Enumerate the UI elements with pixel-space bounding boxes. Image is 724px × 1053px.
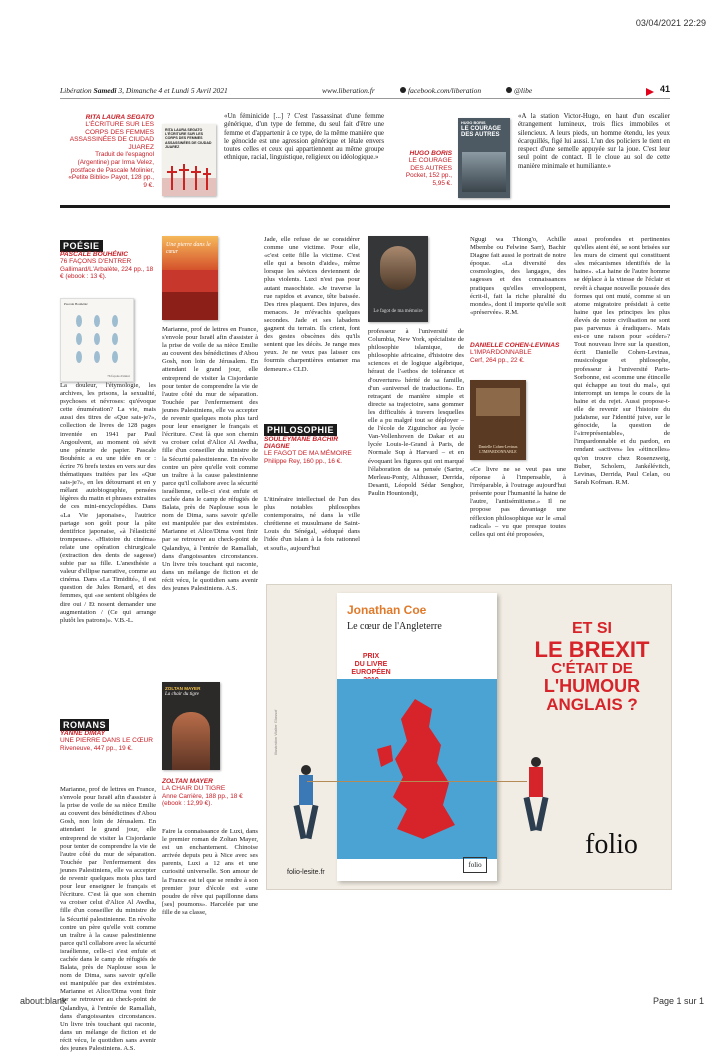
segato-title: L'ÉCRITURE SUR LES CORPS DES FEMMES ASSASSINÉES DE CIUDAD JUAREZ: [69, 121, 154, 151]
bouhenic-cover: Pascale Bouhénic 76 façons d'entrer: [60, 298, 134, 382]
page-number: 41: [659, 84, 670, 94]
segato-cover: RITA LAURA SEGATO L'ÉCRITURE SUR LES CORPS DES FEMMES ASSASSINÉES DE CIUDAD JUAREZ: [162, 124, 216, 196]
mayer-publisher: Anne Carrière, 188 pp., 18 € (ebook : 12,99 €).: [162, 792, 243, 807]
cohen-review-a: «Ce livre ne se veut pas une réponse à l'impensable, à l'irréparable, à l'outrage aujourd'hui présente pour l'humanité la haine de l'autre, l'antisémitisme.» Il ne propose pas davantage une réflexion philosophique sur le «mal radical» – vu que presque toutes celles qui ont été proposées,: [470, 466, 566, 538]
cohen-publisher: Cerf, 264 pp., 22 €.: [470, 356, 525, 364]
dimay-author: YANNE DIMAY: [60, 730, 106, 737]
mayer-credits: [162, 778, 258, 807]
folio-logo: folio: [585, 829, 638, 860]
print-date: 03/04/2021 22:29: [635, 18, 706, 28]
arrow-icon: [646, 88, 654, 96]
diagne-title: LE FAGOT DE MA MÉMOIRE: [264, 450, 352, 457]
segato-publisher: Traduit de l'espagnol (Argentine) par Irma Velez, postface de Pascale Molinier, «Petite Biblio» Payot, 128 pp., 9 €.: [68, 151, 154, 189]
section-romans: ROMANS: [60, 719, 109, 731]
cohen-credits: [470, 342, 566, 364]
bouhenic-credits: [60, 251, 156, 281]
uk-map-illustration: [337, 679, 497, 859]
dimay-cover: Une pierre dans le cœur: [162, 236, 218, 320]
section-poesie: POÉSIE: [60, 240, 103, 252]
mayer-review-a: Faire la connaissance de Luxi, dans le premier roman de Zoltan Mayer, est un enchantement. Chinoise arrivée depuis peu à Nice avec ses parents, Luxi a 12 ans et une curiosité universelle. Son amour de la France est tel que se rendre à son premier jour d'école est «une poudre de rêve qui papillonne dans [ses] poumons». Harcelée par une fille de sa classe,: [162, 828, 258, 916]
metro-photo: [462, 152, 506, 192]
folio-site[interactable]: folio-lesite.fr: [287, 869, 325, 876]
segato-quote: «Un féminicide [...] ? C'est l'assassinat d'une femme générique, d'un type de femme, du seul fait d'être une femme et d'appartenir à ce type, de la même manière que le génocide est une agression générique et létale envers toutes celles et ceux qui appartiennent au même groupe ethnique, racial, linguistique, religieux ou idéologique.»: [224, 113, 384, 162]
issue-date: 3, Dimanche 4 et Lundi 5 Avril 2021: [118, 86, 228, 95]
dimay-title: UNE PIERRE DANS LE CŒUR: [60, 737, 154, 744]
diagne-publisher: Philippe Rey, 160 pp., 16 €.: [264, 457, 343, 465]
masthead: [60, 84, 670, 98]
boris-author: HUGO BORIS: [409, 150, 452, 157]
mayer-author: ZOLTAN MAYER: [162, 778, 213, 785]
prix-badge: PRIX DU LIVRE EUROPÉEN: [351, 653, 391, 676]
mayer-cover: ZOLTAN MAYER La chair du tigre: [162, 682, 220, 770]
bouhenic-title: 76 FAÇONS D'ENTRER: [60, 258, 132, 265]
dimay-credits: [60, 730, 156, 752]
folio-advertisement[interactable]: [266, 584, 672, 890]
brexit-slogan: ET SI LE BREXIT C'ÉTAIT DE L'HUMOUR ANGLAIS ?: [534, 620, 650, 714]
coe-cover: Jonathan Coe Le cœur de l'Angleterre PRIX DU LIVRE EUROPÉEN folio: [337, 593, 497, 881]
cohen-author: DANIELLE COHEN-LEVINAS: [470, 342, 560, 349]
boris-publisher: Pocket, 152 pp., 5,95 €.: [405, 172, 452, 187]
tug-figure-left: [287, 765, 327, 855]
dimay-publisher: Riveneuve, 447 pp., 19 €.: [60, 744, 133, 752]
mayer-review-b: Jade, elle refuse de se considérer comme une victime. Pour elle, «c'est cette fille la victime. C'est elle qui a besoin d'aide», même lorsque les sévices deviennent de plus violents. Luxi n'est pas pour autant masochiste. «Je traverse la rue rapidos et avance, tête baissée. Des rires plaquent. Des injures, des menaces. Je m'évachis quelques secondes. Jade et ses labadens gagnent du terrain. Ils crient, font des gestes obscènes dès qu'ils sentent que les décès. Je range mes yeux. Je ne veux pas laisser ces fourmis charpentières entamer ma demeure.» CLD.: [264, 236, 360, 373]
illustration-credit: Illustration Walter Glassof: [273, 709, 278, 755]
print-url: about:blank: [20, 996, 67, 1006]
segato-author: RITA LAURA SEGATO: [85, 114, 154, 121]
bouhenic-review: La douleur, l'étymologie, les archives, les prisons, la sexualité, psychoses et névroses: qu'évoque cette énumération? La vie, mais aussi des titres de «Que sais-je?», collection de livres de 128 pages inventée en 1941 par Paul Angoulvent, au moment où sévit une pénurie de papier. Pascale Bouhénic a eu une idée en or : écrire 76 brefs textes en vers sur des thématiques traitées par les «Que sais-je?», en les détournant et en y mêlant autobiographie, pensées légères du matin et phrases extraites de ces mini-encyclopédies. Dans «La Vie japonaise», l'autrice partage son goût pour la pâte dentifrice japonaise, «à l'élasticité trompeuse». «Histoire du cinéma» relate une opération chirurgicale (extraction des dents de sagesse) subie par sa fille. L'anesthésie a valeur d'ellipse narrative, comme au cinéma. Dans «La Timidité», il est question de Jules Renard, et des femmes, qui «se sentent obligées de dire oui / Et nosent demander une augmentation / (Ce qui arrange plutôt les patrons)». V.B.-L.: [60, 382, 156, 624]
section-philosophie: PHILOSOPHIE: [264, 424, 337, 436]
boris-title: LE COURAGE DES AUTRES: [408, 157, 452, 172]
dimay-review-start: Marianne, prof de lettres en France, s'envole pour Israël afin d'assister à la prise de voile de sa nièce Emilie au couvent des bénédictines d'Abou Gosh, non loin de Jérusalem. En attendant le grand jour, elle entreprend de visiter la Cisjordanie pour tenter de comprendre la vie de l'autre côté du mur de séparation. Touchée par l'enfermement des jeunes Palestiniens, elle va accepter de revenir quelques mois plus tard pour leur enseigner le français et l'écriture. C'est là que son chemin va croiser celui d'Alice Al Awdha, fille d'un conseiller du ministre de la Sécurité palestinienne. En révolte contre un père qu'elle voit comme un traître à la cause palestinienne parce qu'il collabore avec la sécurité israélienne, celle-ci s'est enfuie et cachée dans le camp de réfugiés de Balata, près de Naplouse sous le nom de Dima, sans savoir qu'elle est manipulée par des extrémistes. Marianne et Alice/Dima vont finir par se retrouver au check-point de Qalandiya, à l'entrée de Ramallah, dans d'angoissantes circonstances. Un livre très touchant qui raconte, dans un mélange de fiction et de récit vécu, le quotidien sans avenir des jeunes Palestiniens. A.S.: [60, 786, 156, 1052]
tug-figure-right: [517, 757, 557, 847]
website-link[interactable]: www.liberation.fr: [322, 86, 375, 95]
paper-name: Libération: [60, 86, 92, 95]
crosses-illustration: [162, 156, 216, 196]
diagne-review-c: Ngugi wa Thiong'o, Achille Mbembe ou Felwine Sarr), Bachir Diagne fait aussi le portrait de notre époque. «La diversité des cosmologies, des langages, des sagesses et des connaissances pratiques qu'elles enveloppent, écrit-il, fait la riche pluralité du monde», dont il importe qu'elle soit «préservée». R.M.: [470, 236, 566, 316]
twitter-link[interactable]: @libe: [506, 86, 532, 95]
cohen-cover: Danielle Cohen-Levinas L'IMPARDONNABLE: [470, 380, 526, 460]
cohen-title: L'IMPARDONNABLE: [470, 349, 532, 356]
diagne-review-b: professeur à l'université de Columbia, New York, spécialiste de philosophie islamique, de philosophie africaine, d'histoire des sciences et de logique algébrique, héraut de l'«ethos de tolérance et d'ouverture» hérité de sa famille, d'un «universel de traduction». En retraçant de manière simple et directe sa trajectoire, sans gommer les difficultés à travers lesquelles elle a pu malgré tout se déployer – de l'école de Ziguinchor au lycée Van-Vollenhoven de Dakar et au lycée Louis-le-Grand à Paris, de Normale Sup à Harvard – et en évoquant les figures qui ont marqué l'élaboration de sa pensée (Sartre, Merleau-Ponty, Althusser, Derrida, Desanti, Léopold Sédar Senghor, Paulin Hountondji,: [368, 328, 464, 497]
diagne-cover: Le fagot de ma mémoire: [368, 236, 428, 322]
folio-small-logo: folio: [463, 857, 487, 873]
facebook-link[interactable]: facebook.com/liberation: [400, 86, 481, 95]
top-rule: [60, 205, 670, 208]
bouhenic-publisher: Gallimard/L'Arbalète, 224 pp., 18 € (ebook : 13 €).: [60, 265, 154, 281]
diagne-review-a: L'itinéraire intellectuel de l'un des plus notables philosophes contemporains, né dans la ville chrétienne et musulmane de Saint-Louis du Sénégal, «éduqué dans l'idée d'un islam à la fois rationnel et soufi», aujourd'hui: [264, 496, 360, 552]
tug-rope: [307, 781, 527, 782]
boris-credits: [398, 150, 452, 187]
bouhenic-author: PASCALE BOUHÉNIC: [60, 251, 129, 258]
masthead-rule: [60, 98, 670, 99]
dimay-review: Marianne, prof de lettres en France, s'envole pour Israël afin d'assister à la prise de voile de sa nièce Emilie au couvent des bénédictines d'Abou Gosh, non loin de Jérusalem. En attendant le grand jour, elle entreprend de visiter la Cisjordanie pour tenter de comprendre la vie de l'autre côté du mur de séparation. Touchée par l'enfermement des jeunes Palestiniens, elle va accepter de revenir quelques mois plus tard pour leur enseigner le français et l'écriture. C'est là que son chemin va croiser celui d'Alice Al Awdha, fille d'un conseiller du ministre de la Sécurité palestinienne. En révolte contre un père qu'elle voit comme un traître à la cause palestinienne parce qu'il collabore avec la sécurité israélienne, celle-ci s'est enfuie et cachée dans le camp de réfugiés de Balata, près de Naplouse sous le nom de Dima, sans savoir qu'elle est manipulée par des extrémistes. Marianne et Alice/Dima vont finir par se retrouver au check-point de Qalandiya, à l'entrée de Ramallah, dans d'angoissantes circonstances. Un livre très touchant qui raconte, dans un mélange de fiction et de récit vécu, le quotidien sans avenir des jeunes Palestiniens. A.S.: [162, 326, 258, 592]
facebook-icon: [400, 87, 406, 93]
mayer-title: LA CHAIR DU TIGRE: [162, 785, 226, 792]
cohen-review-b: aussi profondes et pertinentes qu'elles aient été, se sont brisées sur les murs de ciment qui constituent «les mécanismes identifiés de la haine». «La haine de l'autre homme se déplace à la vitesse de l'éclair et revêt à chaque nouvelle poussée des formes qui ont muté, comme si un atome migratoire présidait à cette haine que les principes les plus élevés de notre civilisation ne sont pas parvenus à éradiquer». Mais est-ce une raison pour «céder»? Tout nouveau livre sur la question, écrit Danielle Cohen-Levinas, musicologue et philosophe, professeur à l'université Paris-Sorbonne, est «comme une étincelle qui échappe au tout du mal», qui interrompt un temps le cours de la haine et du rejet. Aussi propose-t-elle de revenir sur l'histoire du judaïsme, sur l'identité juive, sur le génocide, la question de l'«irreprésentable», de l'impardonnable et du pardon, en rendant «actives» les «étincelles» qu'on trouve chez Rosenzweig, Buber, Scholem, Jankélévitch, Levinas, Derrida, Paul Celan, ou Sarah Kofman. R.M.: [574, 236, 670, 486]
twitter-icon: [506, 87, 512, 93]
segato-credits: [66, 114, 154, 189]
boris-quote: «A la station Victor-Hugo, en haut d'un escalier étrangement lumineux, trois flics immobiles et silencieux. A leurs pieds, un homme étendu, les yeux écarquillés, figé lui aussi. L'un des policiers le tient en respect d'une semelle appuyée sur la joue. C'est leur seul point de contact. Il le cloue au sol de cette manière minimale et humiliante.»: [518, 113, 670, 170]
diagne-credits: [264, 436, 360, 465]
date-pre: Samedi: [93, 86, 117, 95]
diagne-author: SOULEYMANE BACHIR DIAGNE: [264, 436, 338, 450]
feather-illustration: [61, 311, 133, 367]
print-page-count: Page 1 sur 1: [652, 996, 704, 1006]
boris-cover: HUGO BORIS LE COURAGE DES AUTRES: [458, 118, 510, 198]
